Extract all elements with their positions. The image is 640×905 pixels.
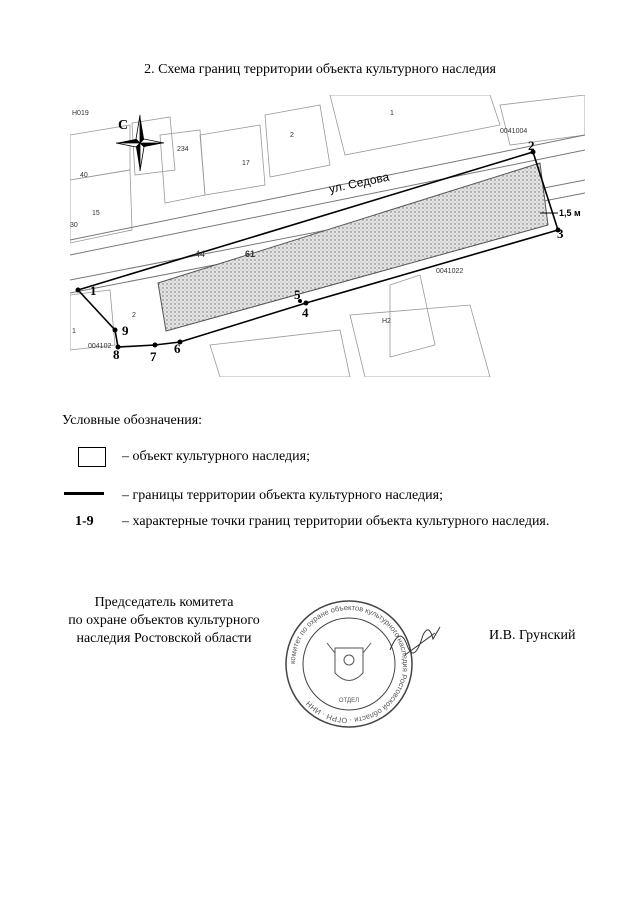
legend-points-symbol: 1-9 (75, 514, 94, 529)
coat-of-arms-icon (327, 643, 371, 681)
parcel-label: 234 (177, 146, 189, 153)
parcel-label: 40 (80, 172, 88, 179)
parcel-label: 30 (70, 222, 78, 229)
legend-item-boundary: – границы территории объекта культурного наследия; (122, 488, 443, 503)
cadastral-label: 0041022 (436, 268, 464, 275)
street-label: ул. Седова (327, 169, 391, 196)
parcel-label: H2 (382, 318, 391, 325)
cadastral-label: 004102 (88, 343, 112, 350)
parcel-label: 2 (290, 132, 294, 139)
parcel-label: 17 (242, 160, 250, 167)
point-label-9: 9 (122, 323, 129, 338)
handwritten-signature (385, 615, 445, 665)
legend-line-symbol (64, 492, 104, 495)
parcel-label: 2 (132, 312, 136, 319)
legend-item-object: – объект культурного наследия; (122, 449, 310, 464)
north-arrow-icon (116, 115, 164, 171)
parcel-label: 15 (92, 210, 100, 217)
signatory-position (56, 594, 272, 648)
svg-text:комитет по охране объектов кул: комитет по охране объектов культурного наследия Ростовской области · ОГРН · ИНН (287, 602, 411, 726)
point-label-8: 8 (113, 347, 120, 362)
page-title: 2. Схема границ территории объекта культурного наследия (144, 62, 496, 77)
point-label-7: 7 (150, 349, 157, 364)
distance-label: 1,5 м (559, 208, 581, 218)
cadastral-label: 0041004 (500, 128, 528, 135)
parcel-label: 61 (245, 249, 256, 259)
svg-text:ОТДЕЛ: ОТДЕЛ (338, 698, 360, 704)
legend-heading: Условные обозначения: (62, 413, 203, 428)
parcel-label: H019 (72, 110, 89, 117)
point-label-4: 4 (302, 305, 309, 320)
legend-item-points: – характерные точки границ территории объекта культурного наследия. (122, 514, 550, 529)
point-label-3: 3 (557, 226, 564, 241)
position-line: Председатель комитета (94, 595, 234, 610)
parcel-label: 1 (72, 328, 76, 335)
boundary-map (70, 95, 585, 377)
parcel-label: 44 (195, 249, 206, 259)
point-label-5: 5 (294, 287, 301, 302)
point-label-2: 2 (528, 138, 535, 153)
point-label-6: 6 (174, 341, 181, 356)
signatory-name: И.В. Грунский (489, 628, 576, 643)
parcel-label: 1 (390, 110, 394, 117)
legend-box-symbol (78, 447, 106, 467)
svg-text:С: С (118, 118, 129, 133)
position-line: по охране объектов культурного (68, 613, 260, 628)
position-line: наследия Ростовской области (76, 631, 252, 646)
point-label-1: 1 (90, 283, 97, 298)
